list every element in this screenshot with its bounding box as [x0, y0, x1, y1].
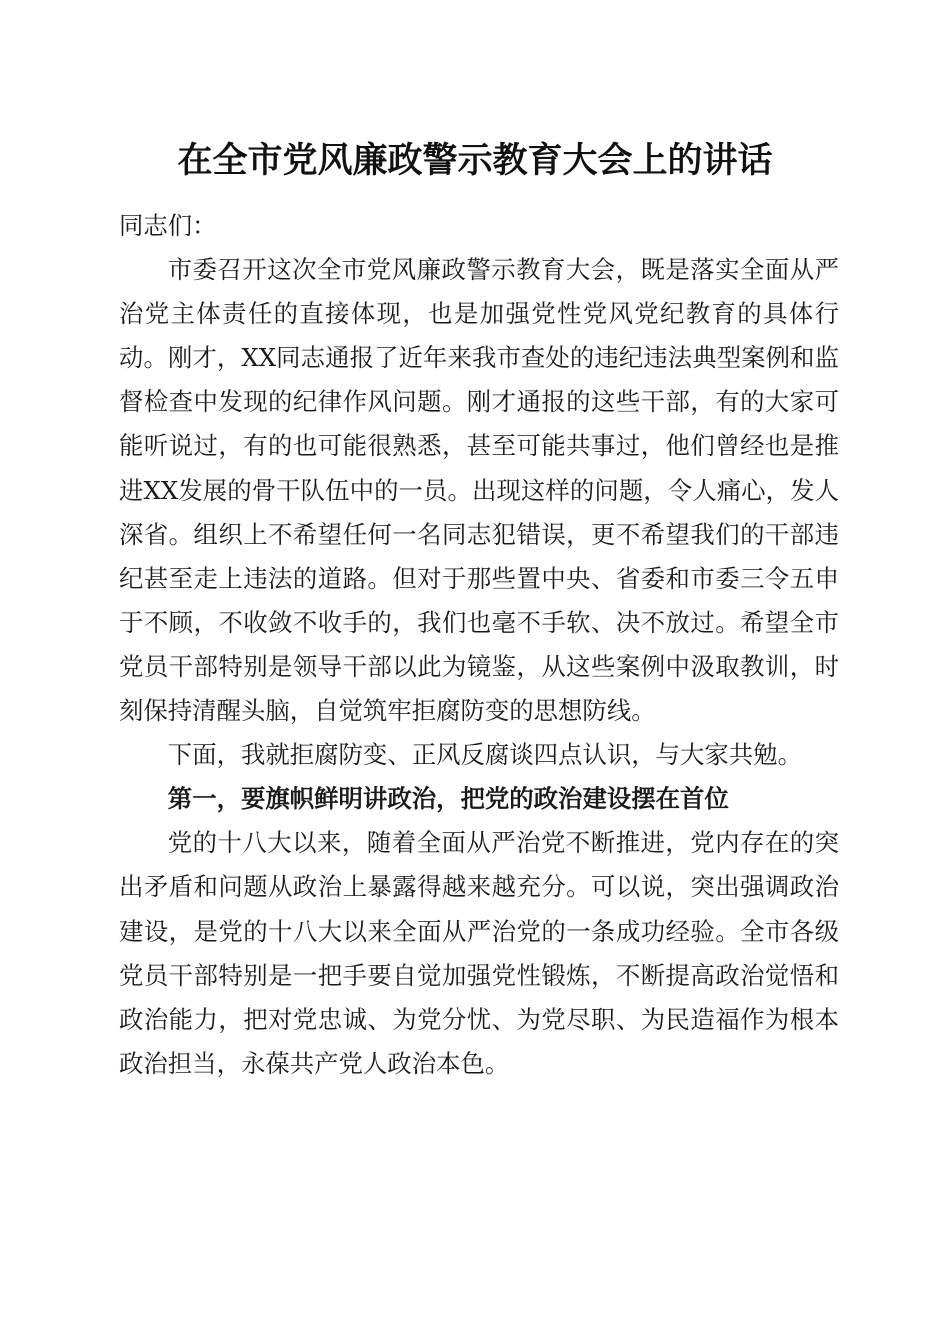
document-body [119, 204, 839, 1086]
paragraph-outline: 下面，我就拒腐防变、正风反腐谈四点认识，与大家共勉。 [167, 740, 802, 770]
salutation: 同志们： [119, 211, 217, 240]
document-title: 在全市党风廉政警示教育大会上的讲话 [177, 140, 773, 181]
section-heading-1: 第一，要旗帜鲜明讲政治，把党的政治建设摆在首位 [167, 784, 729, 814]
paragraph-section-1: 党的十八大以来，随着全面从严治党不断推进，党内存在的突出矛盾和问题从政治上暴露得越来越充分。可以说，突出强调政治建设，是党的十八大以来全面从严治党的一条成功经验。全市各级党员干部特别是一把手要自觉加强党性锻炼，不断提高政治觉悟和政治能力，把对党忠诚、为党分忧、为党尽职、为民造福作为根本政治担当，永葆共产党人政治本色。 [119, 828, 839, 1078]
paragraph-intro: 市委召开这次全市党风廉政警示教育大会，既是落实全面从严治党主体责任的直接体现，也是加强党性党风党纪教育的具体行动。刚才，XX同志通报了近年来我市查处的违纪违法典型案例和监督检查中发现的纪律作风问题。刚才通报的这些干部，有的大家可能听说过，有的也可能很熟悉，甚至可能共事过，他们曾经也是推进XX发展的骨干队伍中的一员。出现这样的问题，令人痛心，发人深省。组织上不希望任何一名同志犯错误，更不希望我们的干部违纪甚至走上违法的道路。但对于那些置中央、省委和市委三令五申于不顾，不收敛不收手的，我们也毫不手软、决不放过。希望全市党员干部特别是领导干部以此为镜鉴，从这些案例中汲取教训，时刻保持清醒头脑，自觉筑牢拒腐防变的思想防线。 [119, 255, 839, 726]
